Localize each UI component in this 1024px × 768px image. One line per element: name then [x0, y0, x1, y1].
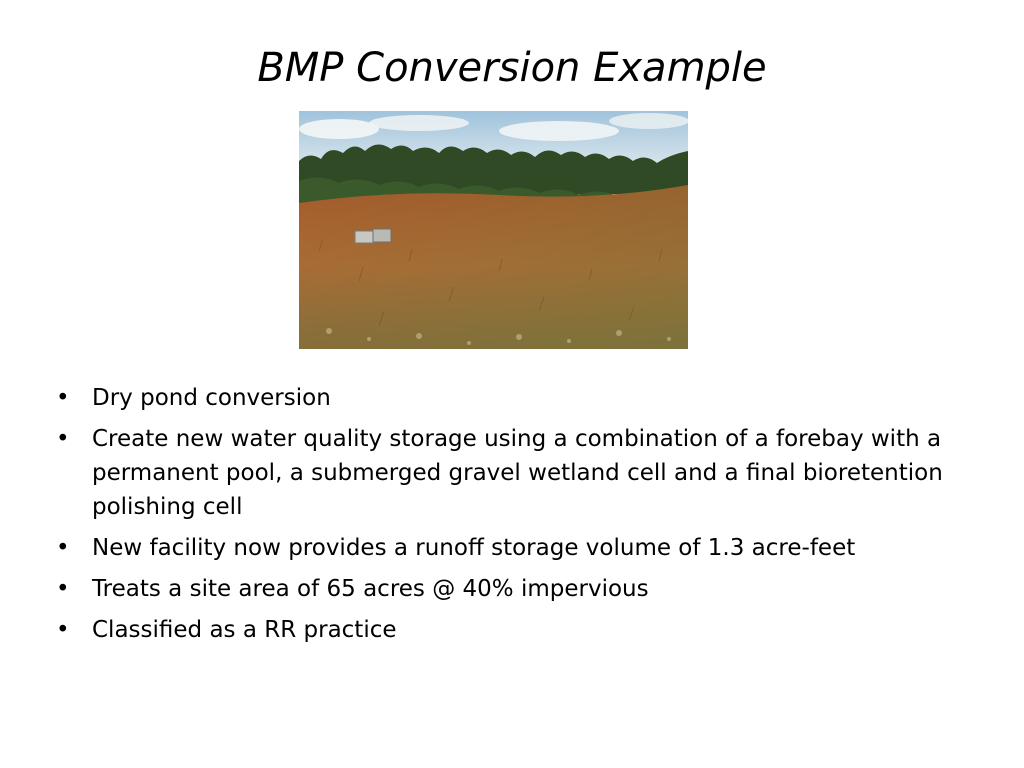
list-item: [56, 531, 956, 565]
list-item: [56, 422, 956, 524]
bullet-text: Dry pond conversion: [92, 385, 331, 411]
slide-title: BMP Conversion Example: [257, 45, 767, 91]
bullet-glyph: •: [56, 535, 70, 561]
bullet-text: Classified as a RR practice: [92, 617, 397, 643]
list-item: [56, 381, 956, 415]
bullet-glyph: •: [56, 617, 70, 643]
bullet-glyph: •: [56, 426, 70, 452]
bullet-text: Treats a site area of 65 acres @ 40% impervious: [92, 576, 649, 602]
list-item: [56, 613, 956, 647]
list-item: [56, 572, 956, 606]
bullet-glyph: •: [56, 385, 70, 411]
bullet-list: [56, 381, 956, 654]
dry-pond-photo: [299, 111, 688, 349]
bullet-glyph: •: [56, 576, 70, 602]
bullet-text: New facility now provides a runoff storage volume of 1.3 acre-feet: [92, 535, 856, 561]
bullet-text: Create new water quality storage using a combination of a forebay with a permanent pool, a submerged gravel wetland cell and a final bioretention polishing cell: [92, 426, 943, 520]
